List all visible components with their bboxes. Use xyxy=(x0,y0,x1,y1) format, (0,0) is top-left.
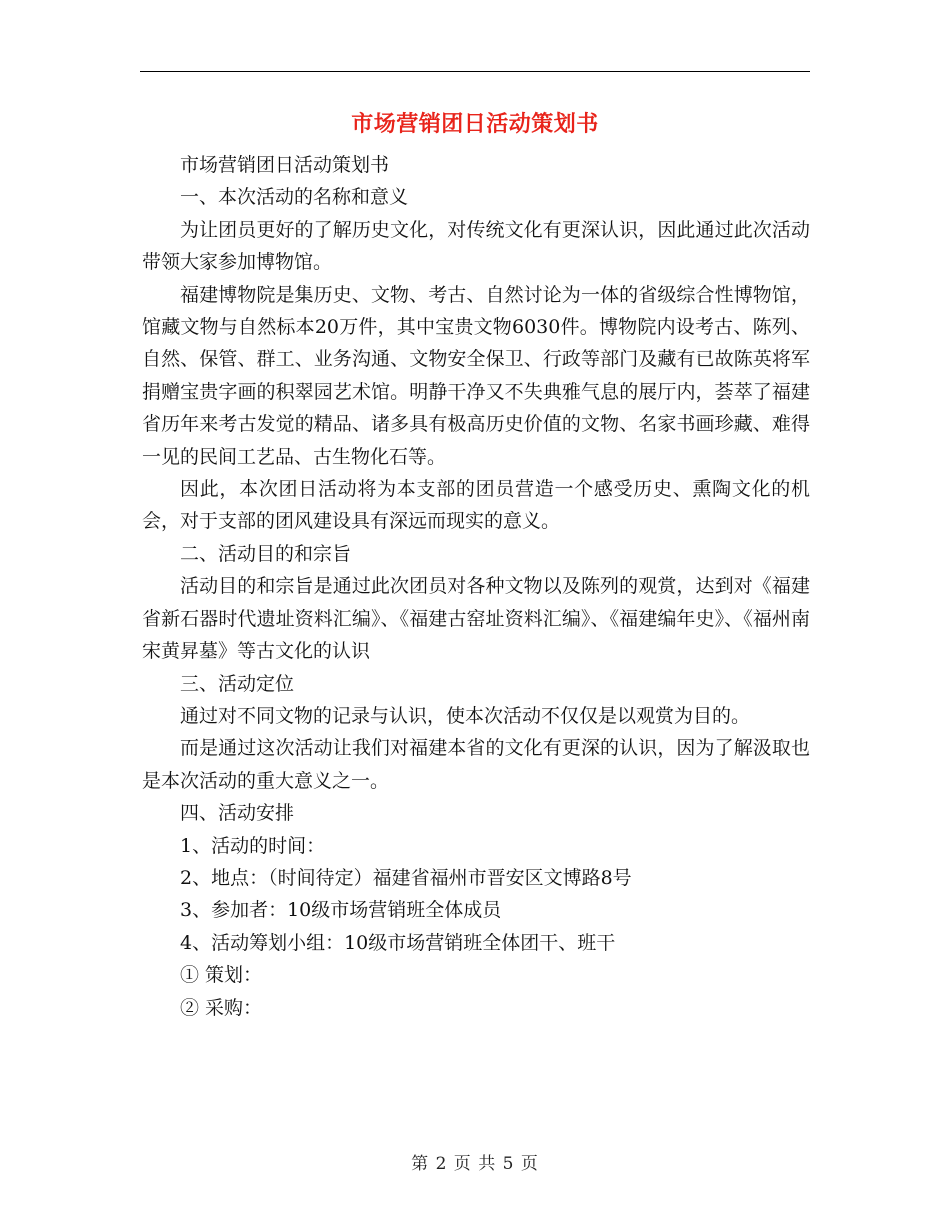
list-item-location: 2、地点：（时间待定）福建省福州市晋安区文博路8号 xyxy=(180,866,632,889)
paragraph-goals: 活动目的和宗旨是通过此次团员对各种文物以及陈列的观赏，达到对《福建省新石器时代遗址资料汇编》、《福建古窑址资料汇编》、《福建编年史》、《福州南宋黄昇墓》等古文化的认识 xyxy=(142,575,810,663)
list-item-time: 1、活动的时间： xyxy=(180,834,326,857)
document-title: 市场营销团日活动策划书 xyxy=(351,112,599,137)
list-item-planning: ① 策划： xyxy=(180,964,263,987)
section-heading-2: 二、活动目的和宗旨 xyxy=(180,542,352,565)
list-item-planning-group: 4、活动筹划小组：10级市场营销班全体团干、班干 xyxy=(180,931,616,954)
paragraph-significance: 因此，本次团日活动将为本支部的团员营造一个感受历史、熏陶文化的机会，对于支部的团风建设具有深远而现实的意义。 xyxy=(142,478,810,533)
section-heading-4: 四、活动安排 xyxy=(180,802,295,825)
list-item-purchasing: ② 采购： xyxy=(180,996,263,1019)
page-indicator: 第 2 页 共 5 页 xyxy=(411,1154,539,1174)
paragraph-heading-repeat: 市场营销团日活动策划书 xyxy=(180,154,390,176)
paragraph-museum-intro: 福建博物院是集历史、文物、考古、自然讨论为一体的省级综合性博物馆，馆藏文物与自然标本20万件，其中宝贵文物6030件。博物院内设考古、陈列、自然、保管、群工、业务沟通、文物安全保卫、行政等部门及藏有已故陈英将军捐赠宝贵字画的积翠园艺术馆。明静干净又不失典雅气息的展厅内，荟萃了福建省历年来考古发觉的精品、诸多具有极高历史价值的文物、名家书画珍藏、难得一见的民间工艺品、古生物化石等。 xyxy=(142,283,810,468)
paragraph-positioning-1: 通过对不同文物的记录与认识，使本次活动不仅仅是以观赏为目的。 xyxy=(180,704,751,727)
section-heading-3: 三、活动定位 xyxy=(180,672,295,695)
paragraph-positioning-2: 而是通过这次活动让我们对福建本省的文化有更深的认识，因为了解汲取也是本次活动的重大意义之一。 xyxy=(142,737,810,792)
document-body xyxy=(142,149,810,1024)
header-rule xyxy=(140,71,810,72)
paragraph-purpose: 为让团员更好的了解历史文化，对传统文化有更深认识，因此通过此次活动带领大家参加博物馆。 xyxy=(142,218,810,274)
section-heading-1: 一、本次活动的名称和意义 xyxy=(180,186,409,209)
list-item-participants: 3、参加者：10级市场营销班全体成员 xyxy=(180,899,502,922)
